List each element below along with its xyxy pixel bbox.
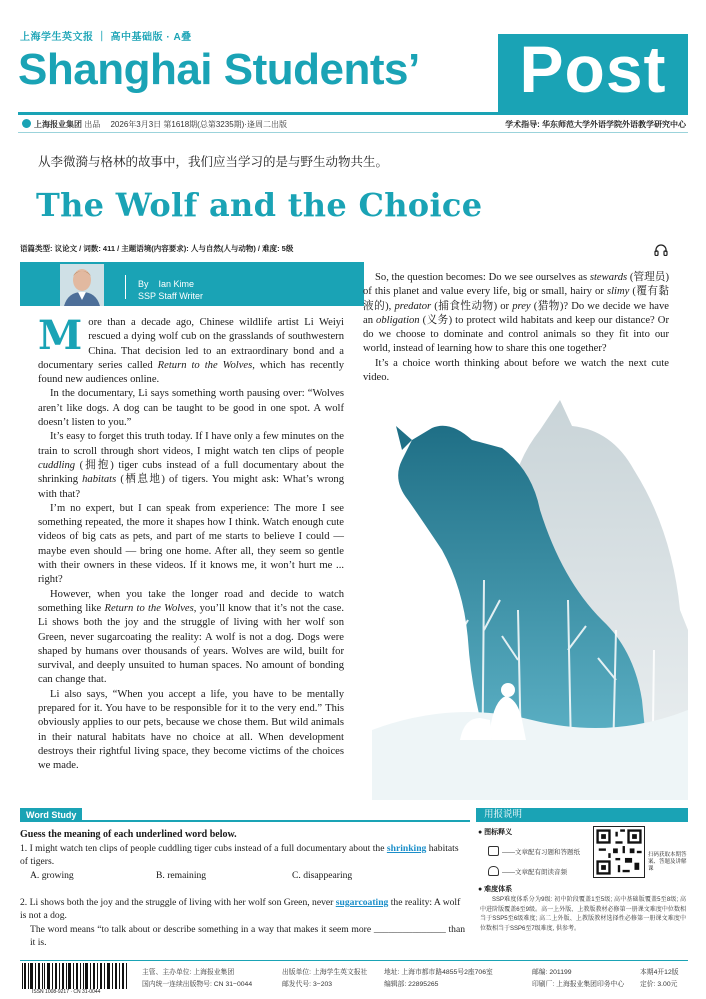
- masthead-post-box: [498, 34, 688, 112]
- icon-legend-heading: ● 图标释义: [478, 829, 513, 836]
- p7-text-2: of this planet and value every life, big or small, hairy or: [363, 286, 607, 298]
- article-meta: 语篇类型: 议论文 / 词数: 411 / 主题语境(内容要求): 人与自然(人与动物) / 难度: 5级: [20, 244, 294, 253]
- gloss-prey: (猎物): [530, 300, 564, 312]
- paragraph-5: [38, 588, 344, 688]
- difficulty-description: SSP难度体系分为9级: 初中阶段覆盖1至5级; 高中基础版覆盖5至8级; 高中进阶版覆盖6至9级。高一上外版、上教版教材必修第一册课文难度中位数相当于SSP5至6级难度; 高二上外版、上教版教材选择性必修第一册课文难度中位数相当于SSP6至7级难度, 供参考。: [480, 897, 686, 932]
- byline-box: [20, 262, 364, 306]
- gloss-habitats: (栖息地): [116, 474, 170, 486]
- user-guide-title: 用报说明: [484, 810, 523, 820]
- publisher-logo-icon: [22, 119, 31, 128]
- vocab-habitats: habitats: [82, 474, 117, 486]
- headphones-icon: [488, 866, 499, 876]
- icon-legend-exercise: [488, 846, 580, 856]
- qr-note: 扫码获取本期答案、答题及讲解课: [648, 852, 687, 872]
- footer-sponsor: 主管、主办单位: 上海报业集团: [142, 969, 235, 976]
- p7-text-end: to protect wild habitats and keep our distance? Or do we choose to dominate and control animals so they fit into our world, instead of learning how to share this one together?: [363, 314, 669, 355]
- word-study-bar: [20, 808, 470, 822]
- p5-text: However, when you take the longer road and decide to watch something like: [38, 588, 344, 614]
- icon-legend-audio: [488, 866, 567, 876]
- article-column-left: [38, 312, 345, 774]
- vocab-slimy: slimy: [606, 286, 630, 298]
- author-avatar: [60, 264, 104, 306]
- user-guide-bar: [476, 808, 688, 822]
- p7-text: So, the question becomes: Do we see ourselves as: [375, 272, 590, 283]
- headphones-icon[interactable]: [654, 244, 668, 256]
- p7-text-3: ? Do we decide we have an: [363, 300, 669, 326]
- word-study-tab: Word Study: [20, 808, 82, 822]
- footer-cn: 国内统一连续出版物号: CN 31−0044: [142, 981, 253, 988]
- vocab-obligation: obligation: [376, 314, 420, 326]
- publisher-group: 上海报业集团: [34, 120, 82, 129]
- barcode: [20, 963, 130, 989]
- byline-author-name: Ian Kime: [158, 279, 195, 289]
- q1-option-c[interactable]: C. disappearing: [292, 870, 353, 881]
- edition-line: 上海学生英文报 ｜ 高中基础版 · A叠: [20, 32, 192, 43]
- publisher-suffix: 出品: [82, 120, 101, 129]
- drop-cap: M: [38, 312, 83, 359]
- gloss-predator: (捕食性动物): [431, 300, 501, 312]
- masthead-rule: [18, 112, 688, 115]
- exercise-sheet-icon: [488, 846, 499, 856]
- footer-postal-code: 邮发代号: 3−203: [282, 981, 333, 988]
- question-1: [20, 842, 465, 868]
- vocab-cuddling: cuddling: [38, 459, 76, 471]
- paragraph-6: Li also says, “When you accept a life, you have to be mentally prepared for it. You have to be responsible for it to the very end.” This obviously applies to our pets, because we chose them. But wild animals in their natural habitats have no choice at all. When development destroys their rightful living space, they become victims of the choices we made.: [38, 688, 344, 772]
- p1-text-end: , which has recently found new audiences online.: [38, 359, 344, 386]
- gloss-stewards: (管理员): [627, 272, 669, 283]
- question-2-definition: The word means “to talk about or describe something in a way that makes it seem more _______________ than it is.: [30, 924, 465, 948]
- p3-text-end: of tigers. You might ask: What’s wrong with that?: [38, 474, 344, 500]
- p3-text: It’s easy to forget this truth today. If I have only a few minutes on the train to scroll through short videos, I might watch ten clips of people: [38, 431, 344, 457]
- q1-option-a[interactable]: A. growing: [30, 870, 74, 881]
- footer-publisher: 出版单位: 上海学生英文报社: [282, 969, 368, 976]
- subheadline: 从李微漪与格林的故事中，我们应当学习的是与野生动物共生。: [38, 155, 389, 169]
- p7-or: or: [500, 300, 513, 312]
- gloss-slimy: (覆有黏液的): [363, 286, 669, 312]
- difficulty-heading: ● 难度体系: [478, 886, 513, 893]
- article-column-right: [363, 271, 669, 385]
- gloss-obligation: (义务): [419, 314, 456, 326]
- academic-guidance: 学术指导: 华东师范大学外语学院外语教学研究中心: [505, 120, 686, 129]
- headline: The Wolf and the Choice: [36, 186, 483, 224]
- documentary-title: Return to the Wolves: [157, 359, 253, 371]
- byline-divider: [125, 275, 126, 299]
- q2-underlined-word: sugarcoating: [335, 897, 389, 908]
- wolf-illustration: [372, 400, 688, 800]
- q2-text-end: the reality: A wolf is not a dog.: [20, 897, 461, 921]
- icon-legend-audio-text: ——文章配有朗读音频: [502, 869, 567, 876]
- masthead-title: Shanghai Students’: [18, 45, 420, 94]
- paragraph-1: [38, 312, 344, 387]
- p1-text: ore than a decade ago, Chinese wildlife artist Li Weiyi rescued a dying wolf cub on the grasslands of southwestern China. That decision led to an extraordinary bond and a documentary series called: [38, 317, 344, 371]
- byline-role: SSP Staff Writer: [138, 291, 204, 301]
- paragraph-7: [363, 271, 669, 357]
- q1-option-b[interactable]: B. remaining: [156, 870, 207, 881]
- p3-text-mid: tiger cubs instead of a full documentary about the shrinking: [38, 459, 345, 486]
- masthead-divider: [18, 132, 688, 133]
- q1-underlined-word: shrinking: [386, 843, 427, 854]
- paragraph-8: It’s a choice worth thinking about before we watch the next cute video.: [363, 357, 669, 384]
- qr-code[interactable]: [593, 826, 645, 878]
- issue-info: 2026年3月3日 第1618期(总第3235期)·逢周二出版: [110, 120, 287, 129]
- publisher-line: [22, 119, 287, 130]
- footer-price: 定价: 3.00元: [640, 981, 678, 988]
- barcode-number: ISSN 1008-9217 · CN 31-0044: [32, 989, 101, 995]
- vocab-predator: predator: [394, 300, 432, 312]
- paragraph-3: [38, 430, 344, 501]
- footer-edition: 本期4开12版: [640, 969, 679, 976]
- vocab-stewards: stewards: [589, 272, 628, 283]
- word-study-instruction: Guess the meaning of each underlined word below.: [20, 829, 237, 840]
- footer-printer: 印刷厂: 上海报业集团印务中心: [532, 981, 625, 988]
- byline-by-label: By: [138, 279, 149, 289]
- icon-legend-exercise-text: ——文章配有习题和答题纸: [502, 849, 580, 856]
- footer-editorial: 编辑部: 22895265: [384, 981, 439, 988]
- paragraph-4: I’m no expert, but I can speak from experience: The more I see something repeated, the more it shapes how I think. Watch enough cute videos of big cats as pets, and part of me starts to believe I could — maybe even should — bring one home. After all, they seem so gentle with their owners in these videos. If it knows me, it won’t hurt me ... right?: [38, 502, 344, 586]
- masthead-post: Post: [519, 32, 667, 106]
- vocab-prey: prey: [512, 300, 531, 312]
- documentary-title-2: Return to the Wolves: [104, 602, 194, 614]
- byline-author: [138, 279, 194, 289]
- q1-text: 1. I might watch ten clips of people cuddling tiger cubs instead of a full documentary about the: [20, 843, 387, 854]
- paragraph-2: In the documentary, Li says something worth pausing over: “Wolves aren’t like dogs. A dog can be taught to be good in one spot. A wolf doesn’t listen to you.”: [38, 388, 344, 429]
- footer-address: 地址: 上海市都市路4855号2座706室: [384, 969, 493, 976]
- footer-postcode: 邮编: 201199: [532, 969, 572, 976]
- p7-comma: ,: [388, 300, 395, 312]
- q2-text: 2. Li shows both the joy and the struggle of living with her wolf son Green, never: [20, 897, 336, 908]
- footer-rule: [20, 960, 688, 961]
- question-2: [20, 896, 465, 922]
- gloss-cuddling: (拥抱): [75, 459, 119, 471]
- q1-text-end: habitats of tigers.: [20, 843, 459, 867]
- p5-text-end: , you’ll know that it’s not the case. Li shows both the joy and the struggle of living with her wolf son Green, never sugarcoating the reality: A wolf is not a dog. Dogs were shaped by humans over thousands of years. Wolves are wild, built for survival, and deeply unsuited to human spaces. No amount of bonding can change that.: [38, 602, 344, 686]
